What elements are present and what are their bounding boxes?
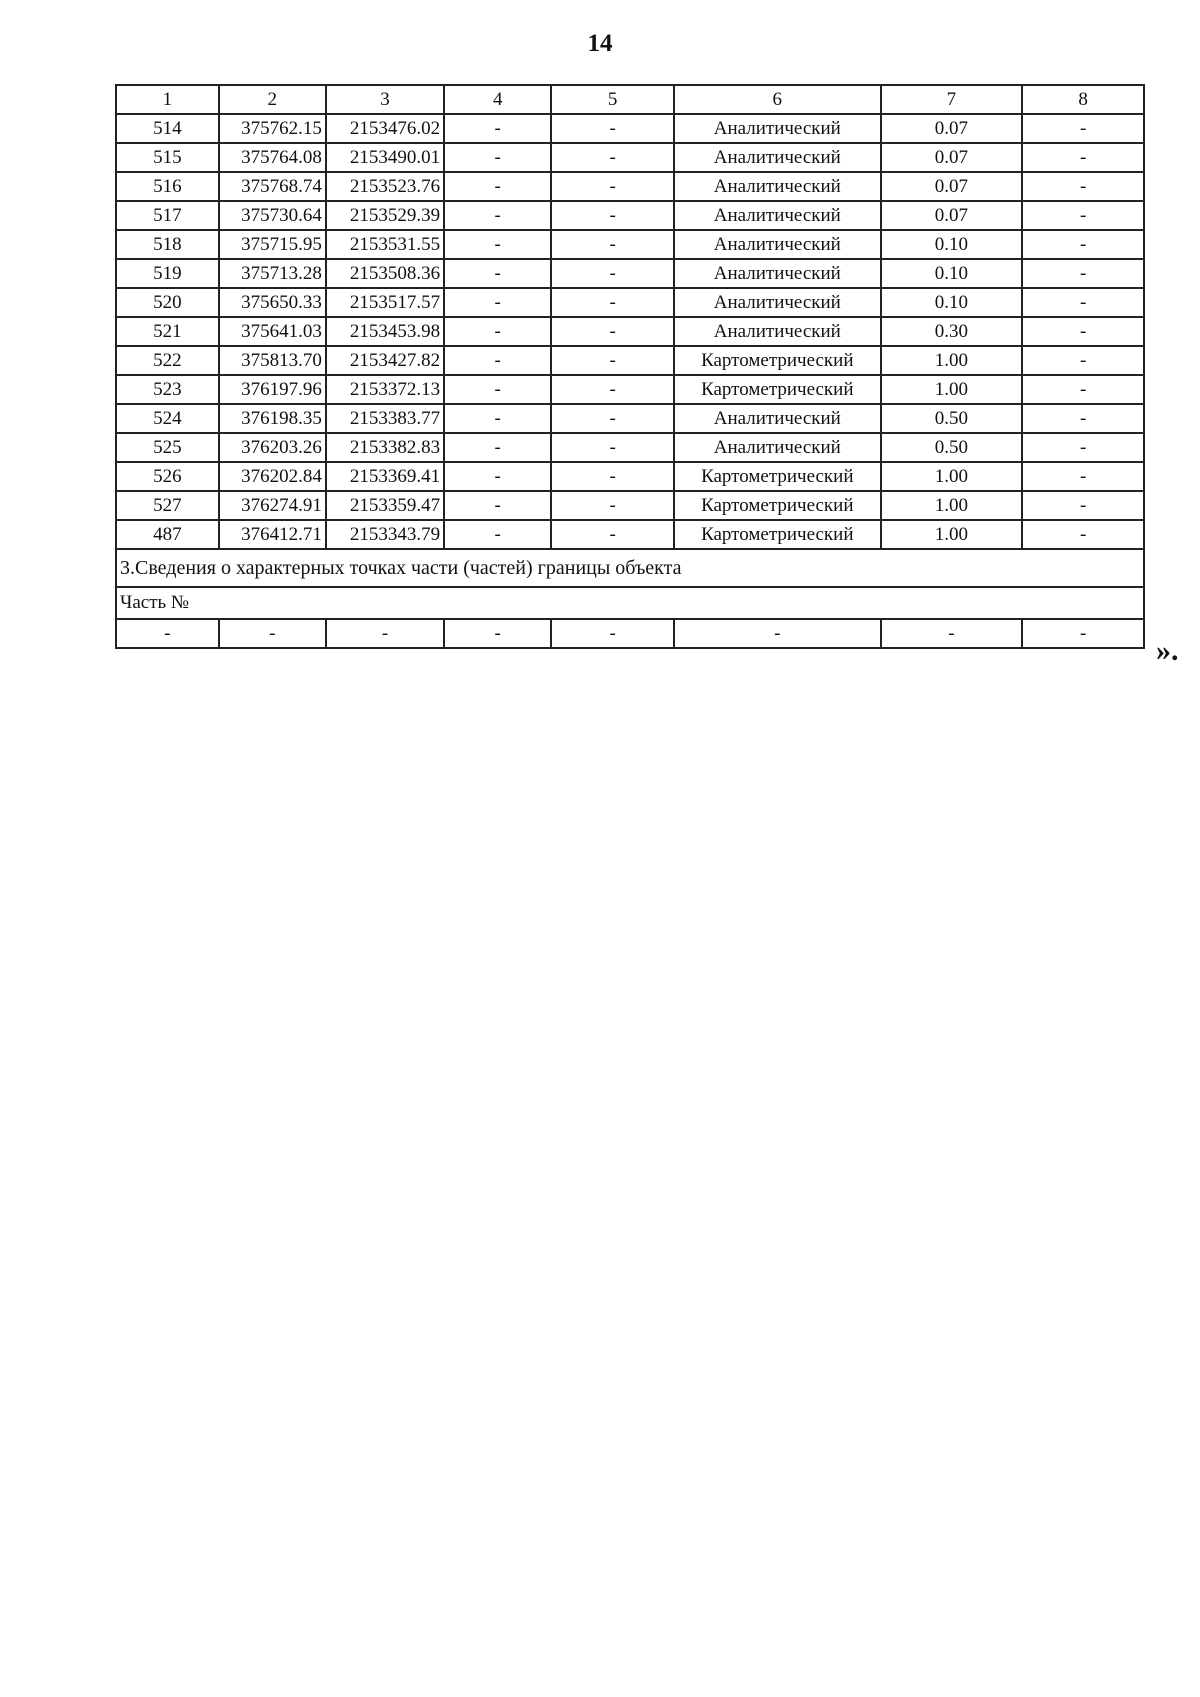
table-row bbox=[116, 491, 1144, 520]
table-cell: 514 bbox=[116, 114, 219, 143]
table-row bbox=[116, 201, 1144, 230]
table-cell: 517 bbox=[116, 201, 219, 230]
table-row bbox=[116, 288, 1144, 317]
table-cell: 375713.28 bbox=[219, 259, 326, 288]
table-cell: 1.00 bbox=[881, 520, 1023, 549]
table-cell: - bbox=[1022, 491, 1144, 520]
table-cell: 524 bbox=[116, 404, 219, 433]
part-label: Часть № bbox=[116, 587, 1144, 619]
table-cell: Аналитический bbox=[674, 404, 880, 433]
table-cell: - bbox=[1022, 346, 1144, 375]
table-row bbox=[116, 317, 1144, 346]
table-cell: - bbox=[444, 619, 551, 648]
table-cell: - bbox=[444, 520, 551, 549]
table-cell: Аналитический bbox=[674, 288, 880, 317]
table-cell: - bbox=[1022, 172, 1144, 201]
table-cell: - bbox=[1022, 619, 1144, 648]
table-cell: 375730.64 bbox=[219, 201, 326, 230]
column-header: 5 bbox=[551, 85, 674, 114]
table-row bbox=[116, 346, 1144, 375]
table-cell: 0.07 bbox=[881, 143, 1023, 172]
table-cell: - bbox=[551, 114, 674, 143]
table-cell: 487 bbox=[116, 520, 219, 549]
table-cell: - bbox=[116, 619, 219, 648]
table-cell: - bbox=[551, 172, 674, 201]
table-cell: 375650.33 bbox=[219, 288, 326, 317]
column-header: 2 bbox=[219, 85, 326, 114]
part-row bbox=[116, 619, 1144, 648]
table-cell: 376197.96 bbox=[219, 375, 326, 404]
table-cell: 2153531.55 bbox=[326, 230, 444, 259]
table-cell: Аналитический bbox=[674, 172, 880, 201]
table-cell: 376198.35 bbox=[219, 404, 326, 433]
table-cell: 527 bbox=[116, 491, 219, 520]
table-cell: 520 bbox=[116, 288, 219, 317]
table-cell: 2153523.76 bbox=[326, 172, 444, 201]
table-cell: - bbox=[1022, 520, 1144, 549]
column-header: 1 bbox=[116, 85, 219, 114]
coordinates-table bbox=[115, 84, 1145, 649]
column-header: 4 bbox=[444, 85, 551, 114]
table-cell: 525 bbox=[116, 433, 219, 462]
table-cell: 515 bbox=[116, 143, 219, 172]
table-cell: 1.00 bbox=[881, 346, 1023, 375]
table-cell: 0.10 bbox=[881, 259, 1023, 288]
table-cell: - bbox=[1022, 114, 1144, 143]
table-cell: 2153359.47 bbox=[326, 491, 444, 520]
table-cell: - bbox=[551, 404, 674, 433]
table-cell: 376412.71 bbox=[219, 520, 326, 549]
table-cell: - bbox=[881, 619, 1023, 648]
table-cell: - bbox=[444, 172, 551, 201]
table-cell: 523 bbox=[116, 375, 219, 404]
table-cell: - bbox=[674, 619, 880, 648]
table-cell: - bbox=[444, 346, 551, 375]
table-cell: - bbox=[551, 433, 674, 462]
table-cell: 518 bbox=[116, 230, 219, 259]
table-cell: 2153343.79 bbox=[326, 520, 444, 549]
table-cell: - bbox=[1022, 288, 1144, 317]
table-cell: 376274.91 bbox=[219, 491, 326, 520]
table-cell: - bbox=[444, 201, 551, 230]
table-cell: 1.00 bbox=[881, 375, 1023, 404]
table-cell: Картометрический bbox=[674, 491, 880, 520]
table-cell: - bbox=[444, 433, 551, 462]
table-cell: Аналитический bbox=[674, 230, 880, 259]
table-cell: 2153427.82 bbox=[326, 346, 444, 375]
table-cell: 0.07 bbox=[881, 114, 1023, 143]
table-cell: - bbox=[219, 619, 326, 648]
table-cell: Аналитический bbox=[674, 259, 880, 288]
table-cell: Аналитический bbox=[674, 143, 880, 172]
table-cell: Картометрический bbox=[674, 520, 880, 549]
table-cell: - bbox=[1022, 230, 1144, 259]
table-cell: Аналитический bbox=[674, 433, 880, 462]
table-cell: - bbox=[326, 619, 444, 648]
page-number: 14 bbox=[587, 30, 613, 57]
table-cell: 2153529.39 bbox=[326, 201, 444, 230]
column-header: 8 bbox=[1022, 85, 1144, 114]
table-cell: - bbox=[1022, 462, 1144, 491]
table-cell: 0.10 bbox=[881, 288, 1023, 317]
table-header-row bbox=[116, 85, 1144, 114]
table-row bbox=[116, 143, 1144, 172]
table-cell: 375762.15 bbox=[219, 114, 326, 143]
table-cell: 0.30 bbox=[881, 317, 1023, 346]
table-row bbox=[116, 462, 1144, 491]
table-cell: - bbox=[1022, 433, 1144, 462]
column-header: 7 bbox=[881, 85, 1023, 114]
table-cell: - bbox=[551, 259, 674, 288]
table-cell: 376202.84 bbox=[219, 462, 326, 491]
table-cell: Картометрический bbox=[674, 375, 880, 404]
table-cell: 375764.08 bbox=[219, 143, 326, 172]
table-cell: - bbox=[1022, 375, 1144, 404]
table-row bbox=[116, 114, 1144, 143]
table-cell: 2153517.57 bbox=[326, 288, 444, 317]
table-cell: - bbox=[551, 491, 674, 520]
table-cell: 2153382.83 bbox=[326, 433, 444, 462]
table-cell: - bbox=[444, 462, 551, 491]
table-cell: - bbox=[444, 230, 551, 259]
table-cell: 1.00 bbox=[881, 491, 1023, 520]
table-cell: Аналитический bbox=[674, 114, 880, 143]
table-cell: - bbox=[551, 375, 674, 404]
table-cell: - bbox=[1022, 201, 1144, 230]
table-cell: 2153476.02 bbox=[326, 114, 444, 143]
table-cell: 2153369.41 bbox=[326, 462, 444, 491]
column-header: 6 bbox=[674, 85, 880, 114]
table-cell: 519 bbox=[116, 259, 219, 288]
section-title-row bbox=[116, 549, 1144, 587]
table-cell: Картометрический bbox=[674, 346, 880, 375]
table-cell: 521 bbox=[116, 317, 219, 346]
table-row bbox=[116, 259, 1144, 288]
table-cell: - bbox=[1022, 259, 1144, 288]
closing-quote-mark: ». bbox=[1156, 634, 1179, 667]
table-cell: 0.07 bbox=[881, 201, 1023, 230]
table-cell: Картометрический bbox=[674, 462, 880, 491]
table-cell: Аналитический bbox=[674, 201, 880, 230]
table-cell: - bbox=[551, 317, 674, 346]
table-cell: 2153508.36 bbox=[326, 259, 444, 288]
table-cell: 376203.26 bbox=[219, 433, 326, 462]
table-cell: 522 bbox=[116, 346, 219, 375]
table-cell: 1.00 bbox=[881, 462, 1023, 491]
table-cell: - bbox=[551, 230, 674, 259]
table-cell: 2153490.01 bbox=[326, 143, 444, 172]
table-row bbox=[116, 433, 1144, 462]
table-cell: 0.50 bbox=[881, 433, 1023, 462]
column-header: 3 bbox=[326, 85, 444, 114]
table-cell: - bbox=[444, 114, 551, 143]
table-cell: 375813.70 bbox=[219, 346, 326, 375]
table-cell: - bbox=[551, 462, 674, 491]
table-cell: 0.10 bbox=[881, 230, 1023, 259]
table-cell: 2153383.77 bbox=[326, 404, 444, 433]
table-row bbox=[116, 404, 1144, 433]
table-cell: - bbox=[1022, 143, 1144, 172]
table-cell: - bbox=[1022, 404, 1144, 433]
part-label-row bbox=[116, 587, 1144, 619]
table-cell: 2153453.98 bbox=[326, 317, 444, 346]
table-row bbox=[116, 172, 1144, 201]
table-row bbox=[116, 520, 1144, 549]
table-cell: - bbox=[444, 143, 551, 172]
table-cell: 375715.95 bbox=[219, 230, 326, 259]
table-cell: - bbox=[551, 619, 674, 648]
table-cell: - bbox=[551, 520, 674, 549]
table-cell: - bbox=[444, 375, 551, 404]
table-cell: 0.50 bbox=[881, 404, 1023, 433]
table-cell: 2153372.13 bbox=[326, 375, 444, 404]
table-cell: - bbox=[551, 201, 674, 230]
section-title: 3.Сведения о характерных точках части (частей) границы объекта bbox=[116, 549, 1144, 587]
table-cell: 0.07 bbox=[881, 172, 1023, 201]
table-cell: 516 bbox=[116, 172, 219, 201]
table-cell: - bbox=[1022, 317, 1144, 346]
table-cell: 375768.74 bbox=[219, 172, 326, 201]
table-row bbox=[116, 375, 1144, 404]
table-row bbox=[116, 230, 1144, 259]
table-cell: - bbox=[551, 346, 674, 375]
table-cell: - bbox=[444, 288, 551, 317]
table-cell: 375641.03 bbox=[219, 317, 326, 346]
table-cell: - bbox=[551, 288, 674, 317]
table-cell: - bbox=[551, 143, 674, 172]
table-cell: - bbox=[444, 259, 551, 288]
table-cell: - bbox=[444, 491, 551, 520]
table-cell: Аналитический bbox=[674, 317, 880, 346]
table-cell: 526 bbox=[116, 462, 219, 491]
table-cell: - bbox=[444, 404, 551, 433]
table-cell: - bbox=[444, 317, 551, 346]
